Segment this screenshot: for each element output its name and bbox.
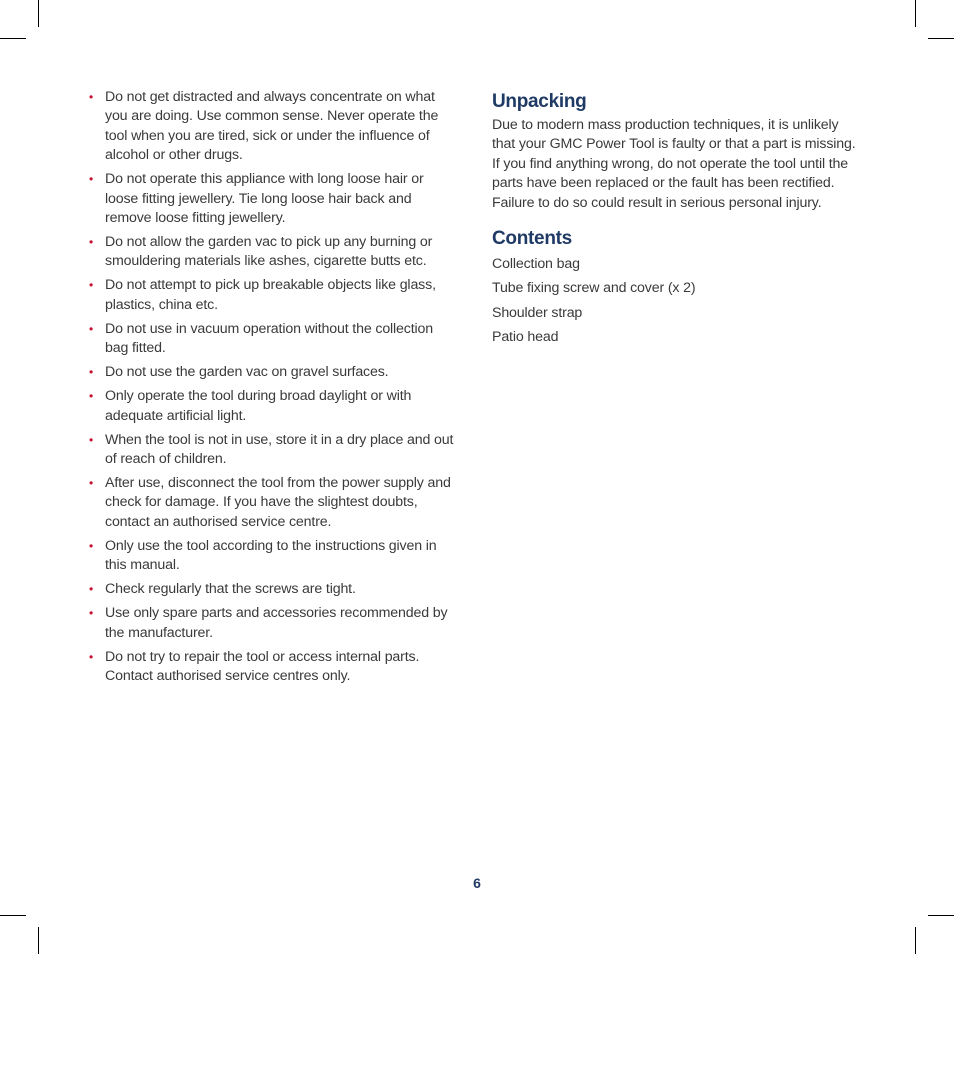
- crop-mark: [38, 0, 39, 27]
- bullet-icon: •: [89, 476, 94, 491]
- bullet-icon: •: [89, 90, 94, 104]
- info-column: [492, 90, 864, 353]
- list-item: [88, 88, 460, 166]
- list-item: Collection bag: [492, 256, 580, 273]
- bullet-text: Check regularly that the screws are tight.: [105, 581, 356, 598]
- bullet-text: Do not attempt to pick up breakable objects like glass, plastics, china etc.: [105, 277, 436, 313]
- list-item: [88, 320, 460, 359]
- bullet-icon: •: [89, 172, 94, 187]
- bullet-text: Use only spare parts and accessories recommended by the manufacturer.: [105, 605, 448, 641]
- bullet-icon: •: [89, 582, 94, 597]
- crop-mark: [0, 38, 26, 39]
- list-item: [88, 431, 460, 470]
- bullet-text: Do not get distracted and always concentrate on what you are doing. Use common sense. Never operate the tool when you are tired, sick or under the influence of alcohol or other drugs.: [105, 89, 439, 164]
- bullet-text: Do not use in vacuum operation without the collection bag fitted.: [105, 320, 434, 357]
- safety-bullet-list: [88, 88, 460, 687]
- list-item: [88, 276, 460, 315]
- list-item: Shoulder strap: [492, 304, 583, 321]
- crop-mark: [928, 38, 954, 39]
- bullet-text: Do not operate this appliance with long loose hair or loose fitting jewellery. Tie long loose hair back and remove loose fitting jewellery.: [105, 171, 424, 227]
- bullet-text: When the tool is not in use, store it in a dry place and out of reach of children.: [105, 431, 454, 468]
- bullet-icon: •: [89, 278, 94, 293]
- bullet-text: Only operate the tool during broad daylight or with adequate artificial light.: [105, 388, 412, 424]
- bullet-icon: •: [89, 432, 94, 447]
- bullet-icon: •: [89, 365, 94, 380]
- crop-mark: [915, 0, 916, 27]
- bullet-text: Do not allow the garden vac to pick up any burning or smouldering materials like ashes, cigarette butts etc.: [105, 234, 433, 270]
- crop-mark: [0, 915, 26, 916]
- list-item: [88, 604, 460, 643]
- crop-mark: [915, 927, 916, 954]
- bullet-text: Only use the tool according to the instructions given in this manual.: [105, 537, 437, 574]
- list-item: [88, 363, 460, 382]
- list-item: Tube fixing screw and cover (x 2): [492, 280, 696, 297]
- list-item: [88, 537, 460, 576]
- bullet-icon: •: [89, 235, 94, 250]
- list-item: [88, 233, 460, 272]
- contents-list: [492, 255, 864, 348]
- bullet-icon: •: [89, 538, 94, 553]
- list-item: [88, 580, 460, 599]
- bullet-icon: •: [89, 606, 94, 621]
- bullet-icon: •: [89, 649, 94, 664]
- list-item: [88, 387, 460, 426]
- bullet-text: Do not try to repair the tool or access internal parts. Contact authorised service centres only.: [105, 648, 420, 685]
- bullet-icon: •: [89, 321, 94, 336]
- list-item: [88, 648, 460, 687]
- bullet-text: After use, disconnect the tool from the power supply and check for damage. If you have the slightest doubts, contact an authorised service centre.: [105, 475, 451, 530]
- contents-heading: Contents: [492, 228, 572, 250]
- page-number: 6: [473, 875, 481, 891]
- list-item: [88, 170, 460, 228]
- bullet-text: Do not use the garden vac on gravel surfaces.: [105, 364, 389, 381]
- bullet-icon: •: [89, 389, 94, 404]
- unpacking-paragraph: Due to modern mass production techniques, it is unlikely that your GMC Power Tool is faulty or that a part is missing. If you find anything wrong, do not operate the tool until the parts have been replaced or the fault has been rectified. Failure to do so could result in serious personal injury.: [492, 117, 856, 211]
- crop-mark: [928, 915, 954, 916]
- safety-column: [88, 88, 460, 691]
- list-item: [88, 474, 460, 532]
- list-item: Patio head: [492, 329, 559, 346]
- unpacking-heading: Unpacking: [492, 91, 587, 112]
- crop-mark: [38, 927, 39, 954]
